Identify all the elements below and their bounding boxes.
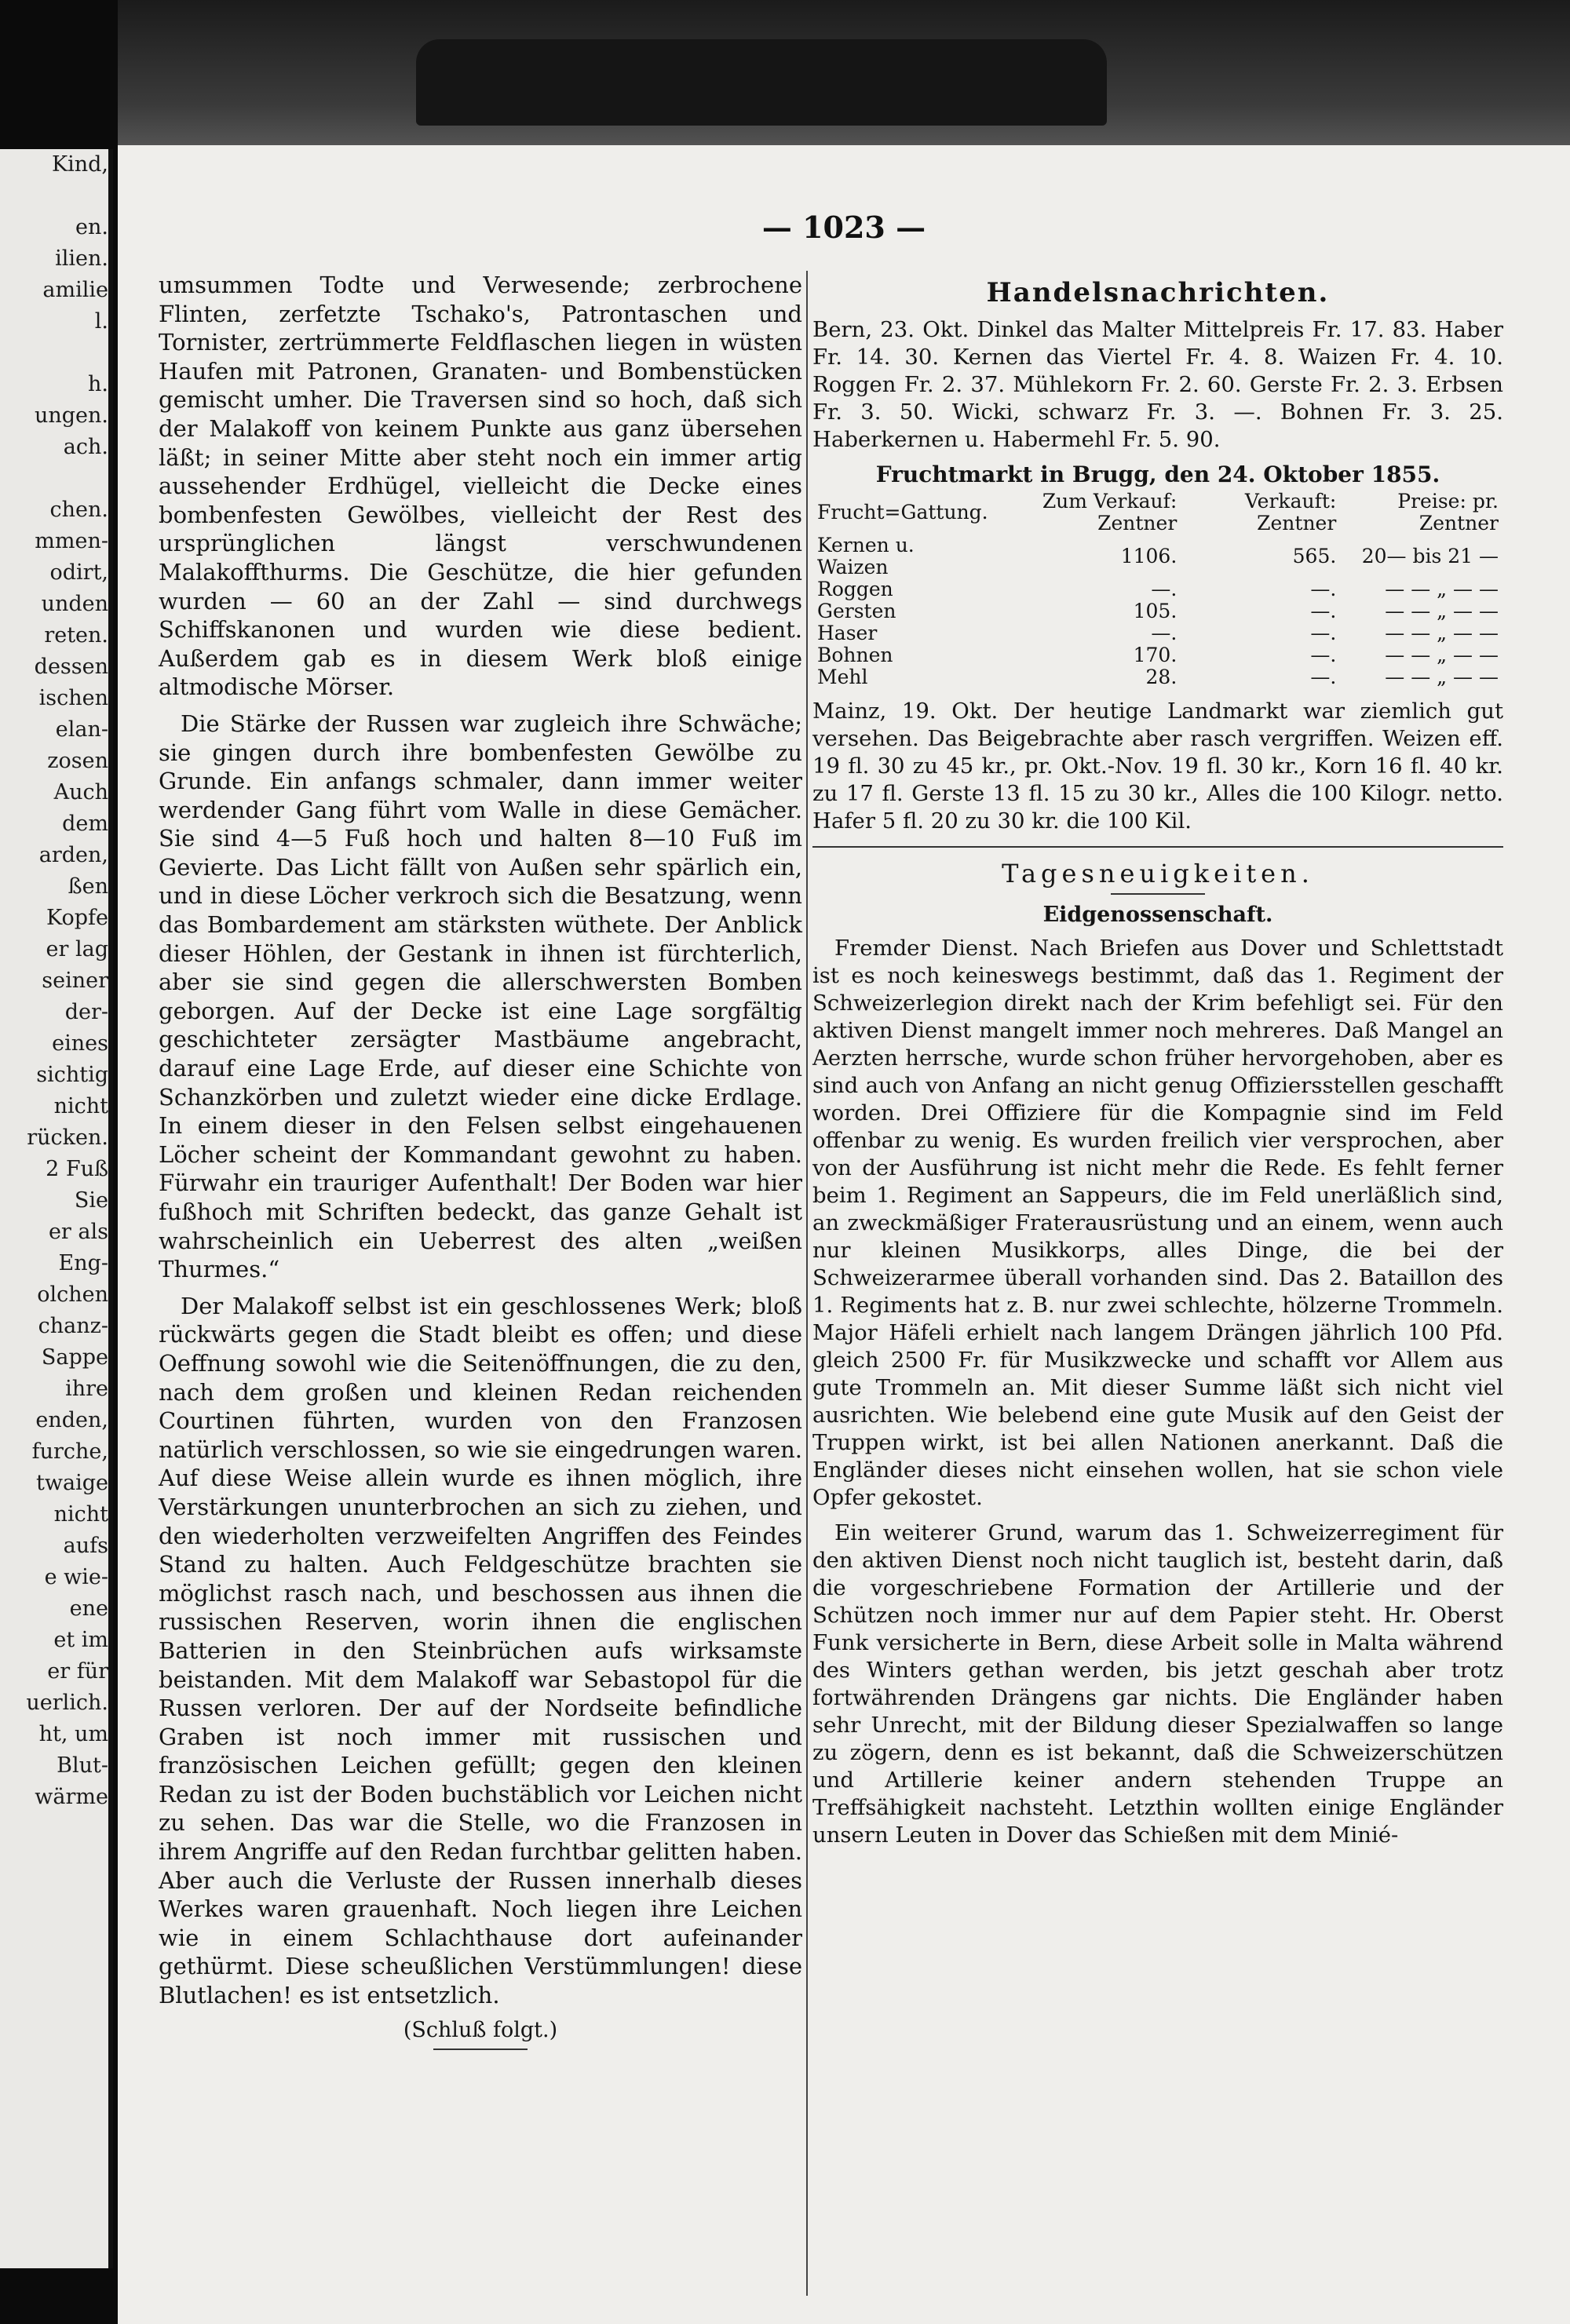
table-row xyxy=(812,622,1503,644)
table-row xyxy=(812,534,1503,578)
mainz-market-report: Mainz, 19. Okt. Der heutige Landmarkt war ziemlich gut versehen. Das Beigebrachte aber rasch vergriffen. Weizen eff. 19 fl. 30 zu 45 kr., pr. Okt.-Nov. 19 fl. 30 kr., Korn 16 fl. 40 kr. zu 17 fl. Gerste 13 fl. 15 zu 30 kr., Alles die 100 Kilogr. netto. Hafer 5 fl. 20 zu 30 kr. die 100 Kil. xyxy=(812,699,1503,834)
previous-page-edge xyxy=(0,149,113,2268)
table-row xyxy=(812,644,1503,666)
previous-page-fragment: elan- xyxy=(55,717,108,742)
table-cell: —. xyxy=(1310,666,1337,688)
previous-page-fragment: er lag xyxy=(46,937,108,961)
table-cell: 28. xyxy=(1145,666,1178,688)
table-cell: 170. xyxy=(1133,644,1178,666)
table-cell: Bohnen xyxy=(817,644,893,666)
previous-page-fragment: sichtig xyxy=(36,1063,108,1087)
previous-page-fragment: ht, um xyxy=(38,1722,108,1746)
table-header-cell: Frucht=Gattung. xyxy=(817,501,988,524)
previous-page-fragment xyxy=(0,337,108,369)
section-rule xyxy=(812,846,1503,848)
previous-page-fragment: er als xyxy=(48,1220,108,1244)
previous-page-fragment: nicht xyxy=(53,1094,108,1118)
previous-page-fragment: reten. xyxy=(44,623,108,648)
section-title-trade: Handelsnachrichten. xyxy=(986,277,1330,308)
table-cell: — — „ — — xyxy=(1385,600,1499,622)
table-cell: —. xyxy=(1310,600,1337,622)
table-header-cell: Preise: pr. Zentner xyxy=(1397,490,1499,534)
previous-page-fragment: 2 Fuß xyxy=(46,1157,108,1181)
previous-page-fragment: unden xyxy=(41,592,108,616)
article-paragraph: Der Malakoff selbst ist ein geschlossenes Werk; bloß rückwärts gegen die Stadt bleibt es offen; und diese Oeffnung sowohl wie die Seitenöffnungen, die zu den, nach dem großen und kleinen Redan reichenden Courtinen führten, wurden von den Franzosen natürlich verschlossen, so wie sie eingedrungen waren. Auf diese Weise allein wurde es ihnen möglich, ihre Verstärkungen ununterbrochen an sich zu ziehen, und den wiederholten verzweifelten Angriffen des Feindes Stand zu halten. Auch Feldgeschütze brachten sie möglichst rasch nach, und beschossen aus ihnen die russischen Reserven, worin ihnen die englischen Batterien in den Steinbrüchen aufs wirksamste beistanden. Mit dem Malakoff war Sebastopol für die Russen verloren. Der auf der Nordseite befindliche Graben ist noch immer mit russischen und französischen Leichen gefüllt; gegen den kleinen Redan zu ist der Boden buchstäblich vor Leichen nicht zu sehen. Das war die Stelle, wo die Franzosen in ihrem Angriffe auf den Redan furchtbar gelitten haben. Aber auch die Verluste der Russen innerhalb dieses Werkes waren grauenhaft. Noch liegen ihre Leichen wie in einem Schlachthause dort aufeinander gethürmt. Diese scheußlichen Verstümmlungen! diese Blutlachen! es ist entsetzlich. xyxy=(159,1292,802,2009)
table-header-cell: Zum Verkauf: Zentner xyxy=(1042,490,1178,534)
previous-page-fragment: ischen xyxy=(38,686,108,710)
previous-page-fragment: odirt, xyxy=(49,560,108,585)
column-divider xyxy=(806,271,808,2296)
previous-page-fragment: twaige xyxy=(36,1471,108,1495)
previous-page-fragment: mmen- xyxy=(35,529,108,553)
news-paragraph: Ein weiterer Grund, warum das 1. Schweizerregiment für den aktiven Dienst noch nicht tauglich ist, besteht darin, daß die vorgeschriebene Formation der Artillerie und der Schützen noch immer nur auf dem Papier steht. Hr. Oberst Funk versicherte in Bern, diese Arbeit solle in Malta während des Winters gethan werden, bis jetzt geschah aber trotz fortwährenden Drängens gar nichts. Die Engländer haben sehr Unrecht, mit der Bildung dieser Spezialwaffen so lange zu zögern, denn es ist bekannt, daß die Schweizerschützen und Artillerie keiner andern stehenden Truppe an Treffsähigkeit nachsteht. Letzthin wollten einige Engländer unsern Leuten in Dover das Schießen mit dem Minié- xyxy=(812,1520,1503,1848)
previous-page-fragments xyxy=(0,149,108,1813)
table-cell: 20— bis 21 — xyxy=(1361,545,1499,567)
previous-page-fragment: e wie- xyxy=(44,1565,108,1589)
page-number: — 1023 — xyxy=(761,210,926,245)
previous-page-fragment: Sie xyxy=(74,1188,108,1213)
previous-page-fragment: Sappe xyxy=(41,1345,108,1370)
table-cell: —. xyxy=(1310,622,1337,644)
previous-page-fragment: ßen xyxy=(68,874,108,899)
left-column xyxy=(159,271,802,2056)
newspaper-page xyxy=(118,145,1570,2324)
news-paragraph: Fremder Dienst. Nach Briefen aus Dover und Schlettstadt ist es noch keineswegs bestimmt, daß das 1. Regiment der Schweizerlegion direkt nach der Krim befehligt sei. Für den aktiven Dienst mangelt immer noch mehreres. Daß Mangel an Aerzten herrsche, wurde schon früher hervorgehoben, aber es sind auch von Anfang an nicht genug Offiziersstellen geschafft worden. Drei Offiziere für die Kompagnie sind im Feld offenbar zu wenig. Es wurden freilich vier versprochen, aber von der Ausführung ist nicht mehr die Rede. Es fehlt ferner beim 1. Regiment an Sappeurs, die im Feld unerläßlich sind, an zweckmäßiger Fraterausrüstung und an einem, wenn auch nur kleinen Musikkorps, alles Dinge, die bei der Schweizerarmee überall vorhanden sind. Das 2. Bataillon des 1. Regiments hat z. B. nur zwei schlechte, hölzerne Trommeln. Major Häfeli erhielt nach langem Drängen jährlich 100 Pfd. gleich 2500 Fr. für Musikzwecke und schafft vor Allem aus gute Trommeln an. Mit dieser Summe läßt sich nicht viel ausrichten. Wie belebend eine gute Musik auf den Geist der Truppen wirkt, ist bei allen Nationen anerkannt. Daß die Engländer dieses nicht einsehen wollen, hat sie schon viele Opfer gekostet. xyxy=(812,936,1503,1510)
table-cell: 1106. xyxy=(1120,545,1178,567)
table-row xyxy=(812,578,1503,600)
previous-page-fragment: en. xyxy=(75,215,108,239)
previous-page-fragment: eines xyxy=(52,1031,108,1056)
previous-page-fragment: rücken. xyxy=(27,1126,108,1150)
article-paragraph: Die Stärke der Russen war zugleich ihre Schwäche; sie gingen durch ihre bombenfesten Gewölbe zu Grunde. Ein anfangs schmaler, dann immer weiter werdender Gang führt vom Walle in diese Gemächer. Sie sind 4—5 Fuß hoch und halten 8—10 Fuß im Gevierte. Das Licht fällt von Außen sehr spärlich ein, und in diese Löcher verkroch sich die Besatzung, wenn das Bombardement am stärksten wüthete. Der Anblick dieser Höhlen, der Gestank in ihnen ist fürchterlich, aber sie sind gegen die allerschwersten Bomben geborgen. Auf der Decke ist eine Lage sorgfältig geschichteter zersägter Mastbäume angebracht, darauf eine Lage Erde, auf dieser eine Schichte von Schanzkörben und zuletzt wieder eine dicke Erdlage. In einem dieser in den Felsen selbst eingehauenen Löcher scheint der Kommandant gewohnt zu haben. Fürwahr ein trauriger Aufenthalt! Der Boden war hier fußhoch mit Schriften bedeckt, das ganze Gehalt ist wahrscheinlich ein Ueberrest des alten „weißen Thurmes.“ xyxy=(159,710,802,1283)
previous-page-fragment: arden, xyxy=(38,843,108,867)
previous-page-fragment: wärme xyxy=(35,1785,108,1809)
previous-page-fragment: l. xyxy=(94,309,108,334)
table-cell: — — „ — — xyxy=(1385,644,1499,666)
table-cell: — — „ — — xyxy=(1385,578,1499,600)
previous-page-fragment: olchen xyxy=(37,1282,108,1307)
table-cell: 105. xyxy=(1133,600,1178,622)
market-title: Fruchtmarkt in Brugg, den 24. Oktober 1855. xyxy=(875,462,1440,487)
table-header-cell: Verkauft: Zentner xyxy=(1244,490,1337,534)
previous-page-fragment: Kind, xyxy=(51,152,108,177)
right-column xyxy=(812,271,1503,1857)
bern-market-report: Bern, 23. Okt. Dinkel das Malter Mittelpreis Fr. 17. 83. Haber Fr. 14. 30. Kernen das Viertel Fr. 4. 8. Waizen Fr. 4. 10. Roggen Fr. 2. 37. Mühlekorn Fr. 2. 60. Gerste Fr. 2. 3. Erbsen Fr. 3. 50. Wicki, schwarz Fr. 3. —. Bohnen Fr. 3. 25. Haberkernen u. Habermehl Fr. 5. 90. xyxy=(812,317,1503,452)
previous-page-fragment: er für xyxy=(47,1659,108,1684)
table-cell: Gersten xyxy=(817,600,896,622)
table-row xyxy=(812,600,1503,622)
previous-page-fragment: Auch xyxy=(53,780,108,804)
previous-page-fragment: ihre xyxy=(65,1377,108,1401)
table-cell: — — „ — — xyxy=(1385,666,1499,688)
page-top-edge xyxy=(118,0,1570,149)
previous-page-fragment: ilien. xyxy=(55,246,108,271)
market-table-header xyxy=(812,491,1503,534)
previous-page-fragment: uerlich. xyxy=(26,1691,108,1715)
previous-page-fragment: h. xyxy=(88,372,108,396)
previous-page-fragment: Blut- xyxy=(57,1753,108,1778)
table-cell: —. xyxy=(1310,578,1337,600)
table-cell: —. xyxy=(1310,644,1337,666)
previous-page-fragment: furche, xyxy=(31,1439,108,1464)
previous-page-fragment: dem xyxy=(62,812,108,836)
table-cell: 565. xyxy=(1292,545,1337,567)
previous-page-fragment: zosen xyxy=(47,749,108,773)
previous-page-fragment xyxy=(0,181,108,212)
table-cell: Roggen xyxy=(817,578,893,600)
previous-page-fragment: der- xyxy=(64,1000,108,1024)
previous-page-fragment: seiner xyxy=(42,969,108,993)
table-cell: Mehl xyxy=(817,666,868,688)
previous-page-fragment: dessen xyxy=(34,655,108,679)
table-row xyxy=(812,666,1503,688)
market-table xyxy=(812,491,1503,688)
previous-page-fragment: enden, xyxy=(35,1408,108,1432)
table-cell: —. xyxy=(1151,578,1178,600)
previous-page-fragment: Kopfe xyxy=(46,906,108,930)
table-cell: Kernen u. Waizen xyxy=(817,534,915,578)
end-rule xyxy=(433,2049,528,2050)
previous-page-fragment: et im xyxy=(53,1628,108,1652)
continuation-note: (Schluß folgt.) xyxy=(403,2017,558,2042)
previous-page-fragment xyxy=(0,463,108,494)
previous-page-fragment: amilie xyxy=(42,278,108,302)
subsection-title: Eidgenossenschaft. xyxy=(1042,903,1273,927)
section-title-news: Tagesneuigkeiten. xyxy=(1002,859,1314,888)
article-paragraph: umsummen Todte und Verwesende; zerbrochene Flinten, zerfetzte Tschako's, Patrontaschen und Tornister, zertrümmerte Feldflaschen liegen in wüsten Haufen mit Patronen, Granaten- und Bombenstücken gemischt umher. Die Traversen sind so hoch, daß sich der Malakoff von keinem Punkte aus ganz übersehen läßt; in seiner Mitte aber steht noch ein immer artig aussehender Erdhügel, vielleicht die Decke eines bombenfesten Gewölbes, vielleicht der Rest des ursprünglichen längst verschwundenen Malakoffthurms. Die Geschütze, die hier gefunden wurden — 60 an der Zahl — sind durchwegs Schiffskanonen und wurden wie diese bedient. Außerdem gab es in diesem Werk bloß einige altmodische Mörser. xyxy=(159,272,802,701)
previous-page-fragment: chen. xyxy=(49,498,108,522)
previous-page-fragment: ungen. xyxy=(34,403,108,428)
previous-page-fragment: nicht xyxy=(53,1502,108,1527)
table-cell: — — „ — — xyxy=(1385,622,1499,644)
bookmark-ribbon xyxy=(416,39,1107,126)
previous-page-fragment: ach. xyxy=(63,435,108,459)
table-cell: —. xyxy=(1151,622,1178,644)
previous-page-fragment: aufs xyxy=(63,1534,108,1558)
previous-page-fragment: Eng- xyxy=(58,1251,108,1275)
previous-page-fragment: ene xyxy=(69,1596,108,1621)
table-cell: Haser xyxy=(817,622,878,644)
subsection-rule xyxy=(1111,893,1205,895)
previous-page-fragment: chanz- xyxy=(38,1314,108,1338)
